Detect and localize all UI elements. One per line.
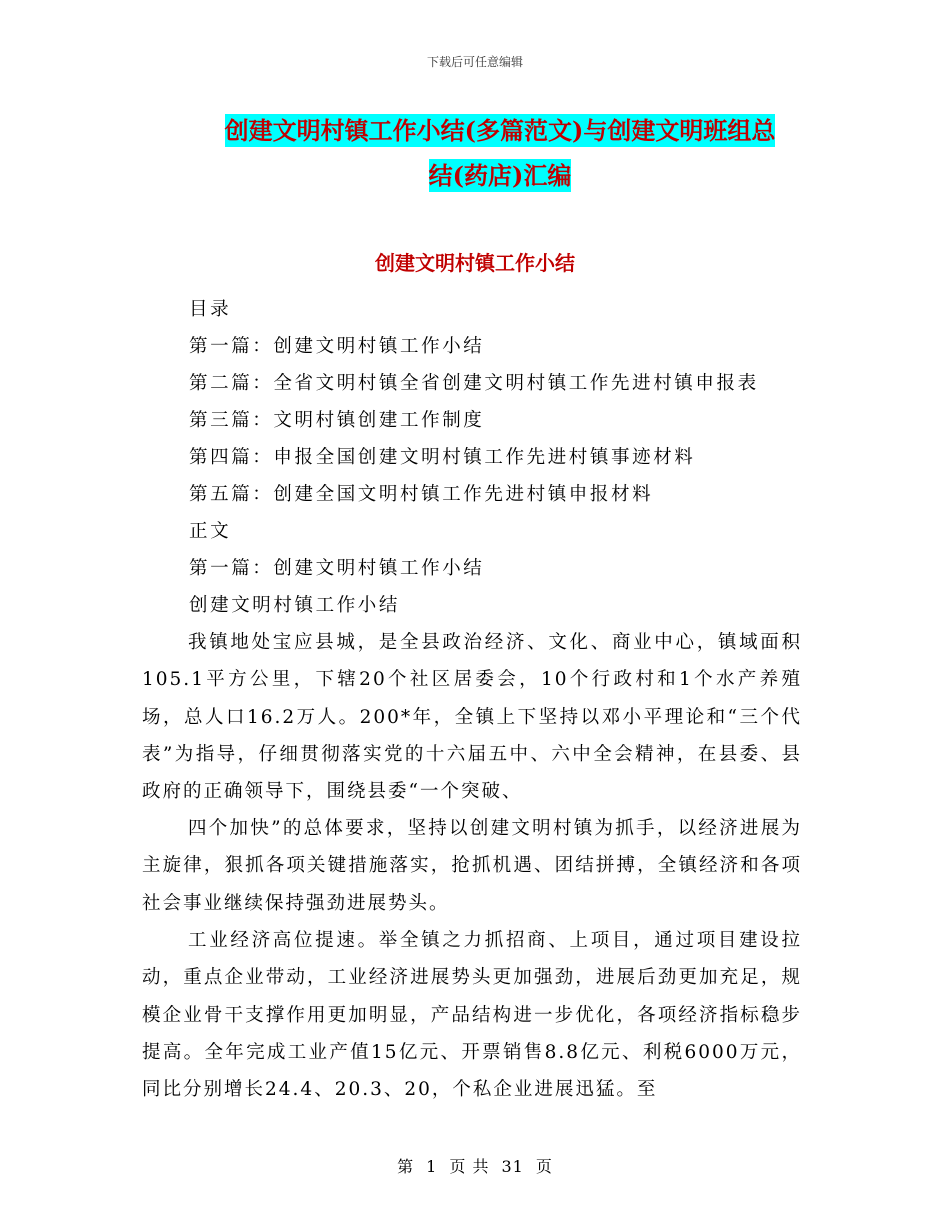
section-title: 创建文明村镇工作小结	[375, 251, 575, 275]
paragraph: 四个加快”的总体要求，坚持以创建文明村镇为抓手，以经济进展为主旋律，狠抓各项关键措施落实，抢抓机遇、团结拼搏，全镇经济和各项社会事业继续保持强劲进展势头。	[142, 818, 802, 914]
paragraph: 工业经济高位提速。举全镇之力抓招商、上项目，通过项目建设拉动，重点企业带动，工业经济进展势头更加强劲，进展后劲更加充足，规模企业骨干支撑作用更加明显，产品结构进一步优化，各项经济指标稳步提高。全年完成工业产值15亿元、开票销售8.8亿元、利税6000万元，同比分别增长24.4、20.3、20，个私企业进展迅猛。至	[142, 930, 802, 1101]
chapter-heading: 第一篇：创建文明村镇工作小结	[189, 558, 485, 579]
page-number: 1	[426, 1157, 438, 1176]
header-note: 下载后可任意编辑	[426, 55, 523, 69]
page-footer	[0, 1154, 950, 1177]
body-label: 正文	[189, 521, 232, 542]
title-line-2: 结(药店)汇编	[428, 161, 572, 190]
toc-item: 第一篇：创建文明村镇工作小结	[189, 336, 485, 357]
document-title	[150, 108, 850, 198]
footer-suffix: 页	[535, 1157, 553, 1176]
toc-item: 第五篇：创建全国文明村镇工作先进村镇申报材料	[189, 484, 654, 505]
footer-mid: 页 共	[449, 1157, 490, 1176]
toc-item: 第二篇：全省文明村镇全省创建文明村镇工作先进村镇申报表	[189, 373, 759, 394]
title-line-1: 创建文明村镇工作小结(多篇范文)与创建文明班组总	[224, 116, 776, 145]
chapter-subtitle: 创建文明村镇工作小结	[189, 595, 401, 616]
toc-item: 第四篇：申报全国创建文明村镇工作先进村镇事迹材料	[189, 447, 696, 468]
footer-prefix: 第	[397, 1157, 415, 1176]
toc-item: 第三篇：文明村镇创建工作制度	[189, 410, 485, 431]
toc-label: 目录	[189, 299, 232, 320]
total-pages: 31	[501, 1157, 524, 1176]
paragraph: 我镇地处宝应县城，是全县政治经济、文化、商业中心，镇域面积105.1平方公里，下辖20个社区居委会，10个行政村和1个水产养殖场，总人口16.2万人。200*年，全镇上下坚持以邓小平理论和“三个代表”为指导，仔细贯彻落实党的十六届五中、六中全会精神，在县委、县政府的正确领导下，围绕县委“一个突破、	[142, 632, 802, 803]
